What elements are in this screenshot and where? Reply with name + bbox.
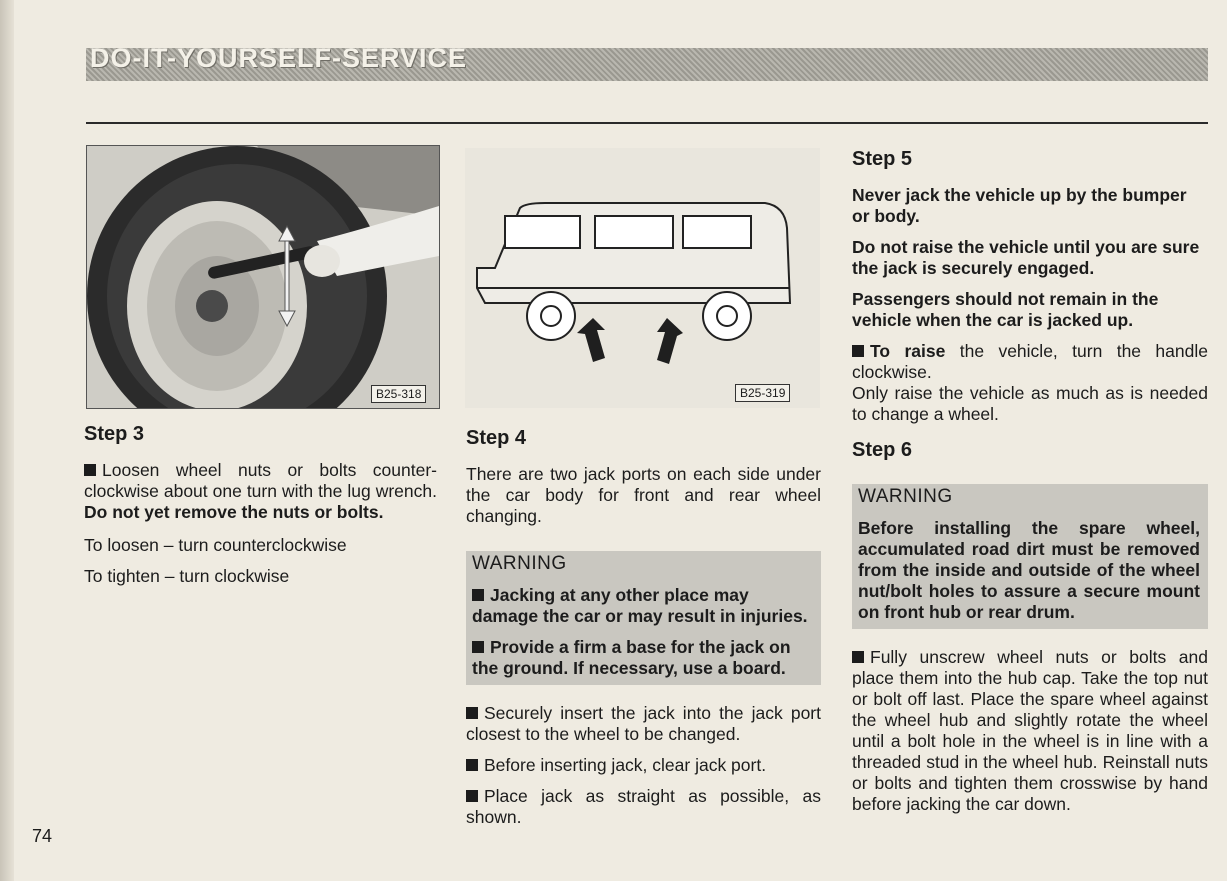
step6-warning-box	[852, 484, 1208, 629]
step3-column	[84, 423, 437, 597]
warning-title: WARNING	[858, 486, 953, 507]
figure-label: B25-319	[735, 384, 790, 402]
page-binding-edge	[0, 0, 14, 881]
step4-column	[466, 427, 821, 838]
page-number: 74	[32, 826, 53, 846]
step4-warning-box	[466, 551, 821, 685]
figure-label: B25-318	[371, 385, 426, 403]
step6-bullet: Fully unscrew wheel nuts or bolts and place them into the hub cap. Take the top nut or bolt off last. Place the spare wheel against the wheel hub and slightly rotate the wheel until a bolt hole in the wheel is in line with a threaded stud in the wheel hub. Reinstall nuts or bolts and tighten them crosswise by hand before jacking the car down.	[852, 647, 1208, 814]
step3-text: Loosen wheel nuts or bolts counter-clockwise about one turn with the lug wrench.	[84, 460, 437, 501]
section-title: DO-IT-YOURSELF-SERVICE	[90, 43, 468, 73]
step3-bold-text: Do not yet remove the nuts or bolts.	[84, 502, 384, 522]
step5-caution: Never jack the vehicle up by the bumper or body.	[852, 185, 1187, 226]
bullet-square-icon	[466, 759, 478, 771]
step6-title: Step 6	[852, 439, 913, 461]
step3-title: Step 3	[84, 423, 145, 445]
bullet-square-icon	[84, 464, 96, 476]
step4-bullet: Securely insert the jack into the jack port closest to the wheel to be changed.	[466, 703, 821, 744]
step5-caution: Do not raise the vehicle until you are sure the jack is securely engaged.	[852, 237, 1200, 278]
bullet-square-icon	[852, 345, 864, 357]
step5-raise: To raise the vehicle, turn the handle clockwise.	[852, 341, 1208, 382]
loosen-text: To loosen – turn counterclockwise	[84, 535, 347, 555]
warning-text: Before installing the spare wheel, accumulated road dirt must be removed from the inside and outside of the wheel nut/bolt holes to assure a secure mount on front hub or rear drum.	[858, 518, 1200, 622]
van-jack-ports-diagram	[465, 148, 820, 408]
step4-bullet: Before inserting jack, clear jack port.	[466, 755, 821, 776]
step5-6-column	[852, 148, 1208, 825]
bullet-square-icon	[466, 707, 478, 719]
step4-title: Step 4	[466, 427, 527, 449]
bullet-square-icon	[852, 651, 864, 663]
step4-bullet: Place jack as straight as possible, as shown.	[466, 786, 821, 827]
wheel-wrench-illustration	[87, 146, 439, 408]
bullet-square-icon	[466, 790, 478, 802]
warning-item: Provide a firm a base for the jack on the ground. If necessary, use a board.	[472, 637, 791, 678]
step5-title: Step 5	[852, 148, 913, 170]
step4-intro: There are two jack ports on each side under the car body for front and rear wheel changing.	[466, 464, 821, 526]
header-rule	[86, 122, 1208, 124]
bullet-square-icon	[472, 589, 484, 601]
wheel-wrench-photo	[86, 145, 440, 409]
step5-raise-note: Only raise the vehicle as much as is needed to change a wheel.	[852, 383, 1208, 424]
van-illustration	[465, 148, 820, 408]
warning-item: Jacking at any other place may damage the car or may result in injuries.	[472, 585, 808, 626]
step3-paragraph	[84, 460, 437, 523]
step5-caution: Passengers should not remain in the vehicle when the car is jacked up.	[852, 289, 1159, 330]
tighten-text: To tighten – turn clockwise	[84, 566, 290, 586]
warning-title: WARNING	[472, 553, 567, 574]
bullet-square-icon	[472, 641, 484, 653]
